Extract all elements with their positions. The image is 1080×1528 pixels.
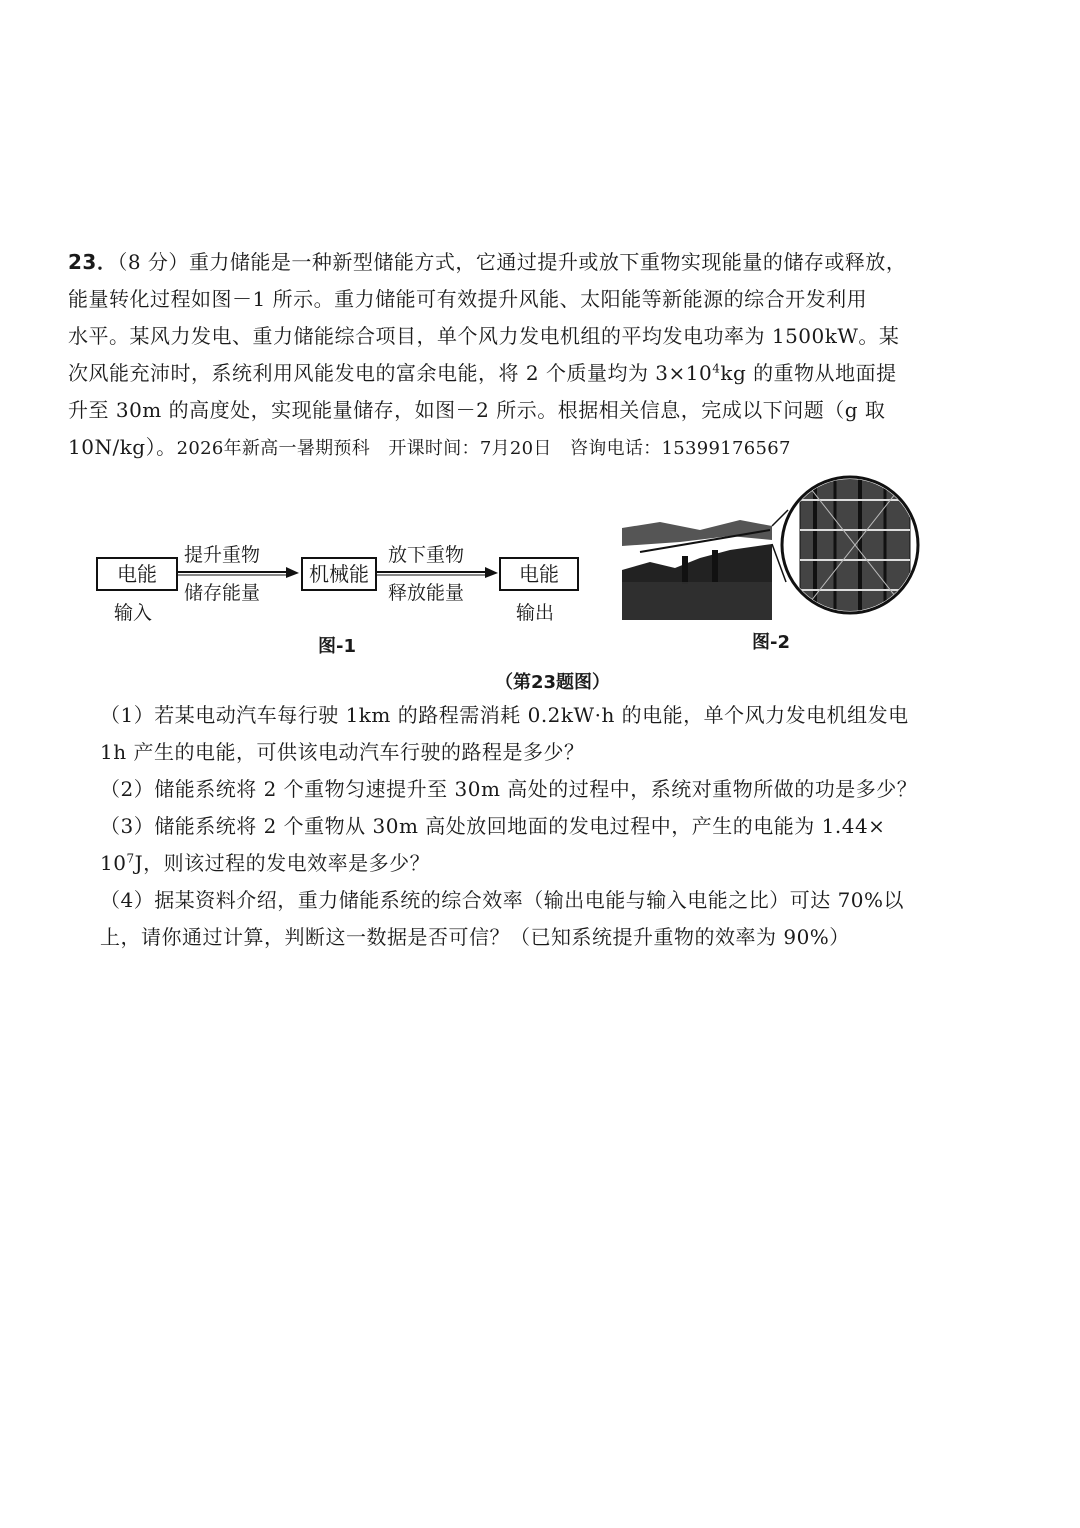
q2-line: （2）储能系统将 2 个重物匀速提升至 30m 高处的过程中，系统对重物所做的功是多少？	[100, 777, 918, 801]
arrow2-bottom-label: 释放能量	[388, 582, 465, 604]
figure-1-diagram	[96, 540, 596, 660]
question-number: 23．	[68, 250, 118, 274]
q4-line-2: 上，请你通过计算，判断这一数据是否可信？（已知系统提升重物的效率为 90%）	[100, 925, 850, 949]
stem-line-1	[68, 244, 980, 281]
box-output-energy: 电能	[499, 557, 579, 591]
question-points: （8 分）	[117, 250, 189, 274]
figure-1-caption: 图-1	[318, 636, 356, 657]
box-mechanical-energy: 机械能	[301, 557, 377, 591]
figure-2-caption: 图-2	[752, 632, 790, 653]
stem-line-3: 水平。某风力发电、重力储能综合项目，单个风力发电机组的平均发电功率为 1500kW。某	[68, 324, 900, 348]
stem-text-1: 重力储能是一种新型储能方式，它通过提升或放下重物实现能量的储存或释放，	[188, 250, 907, 274]
q1-line-1: （1）若某电动汽车每行驶 1km 的路程需消耗 0.2kW·h 的电能，单个风力发电机组发电	[100, 703, 909, 727]
q4-line-1: （4）据某资料介绍，重力储能系统的综合效率（输出电能与输入电能之比）可达 70%以	[100, 888, 905, 912]
gravity-storage-photo-illustration	[620, 470, 920, 620]
mass-exponent: 4	[712, 361, 721, 376]
q3-exponent: 7	[126, 851, 135, 866]
question-stem	[68, 244, 980, 467]
stem-line-5: 升至 30m 的高度处，实现能量储存，如图－2 所示。根据相关信息，完成以下问题（g 取	[68, 398, 886, 422]
q3-text: J，则该过程的发电效率是多少？	[134, 851, 431, 875]
ad-banner-text: 2026年新高一暑期预科 开课时间：7月20日 咨询电话：15399176567	[176, 438, 791, 459]
label-output: 输出	[516, 602, 555, 624]
arrow-2	[377, 566, 499, 578]
stem-text-4a: 次风能充沛时，系统利用风能发电的富余电能，将 2 个质量均为 3×10	[68, 361, 713, 385]
stem-text-4b: kg 的重物从地面提	[720, 361, 897, 385]
box-input-energy: 电能	[96, 557, 178, 591]
q3-base: 10	[100, 851, 127, 875]
q1-line-2: 1h 产生的电能，可供该电动汽车行驶的路程是多少？	[100, 740, 585, 764]
stem-line-2: 能量转化过程如图－1 所示。重力储能可有效提升风能、太阳能等新能源的综合开发利用	[68, 287, 868, 311]
arrow-1	[178, 566, 300, 578]
figure-title: （第23题图）	[495, 672, 611, 693]
arrow1-top-label: 提升重物	[184, 544, 261, 566]
stem-line-6	[68, 429, 980, 467]
arrow1-bottom-label: 储存能量	[184, 582, 261, 604]
stem-text-6: 10N/kg）。	[68, 435, 177, 459]
arrow2-top-label: 放下重物	[388, 544, 465, 566]
q3-line-2	[100, 845, 980, 882]
figure-2-photo	[620, 470, 920, 653]
q3-line-1: （3）储能系统将 2 个重物从 30m 高处放回地面的发电过程中，产生的电能为 1.44×	[100, 814, 886, 838]
subquestions	[100, 697, 980, 956]
label-input: 输入	[114, 602, 153, 624]
stem-line-4	[68, 355, 980, 392]
